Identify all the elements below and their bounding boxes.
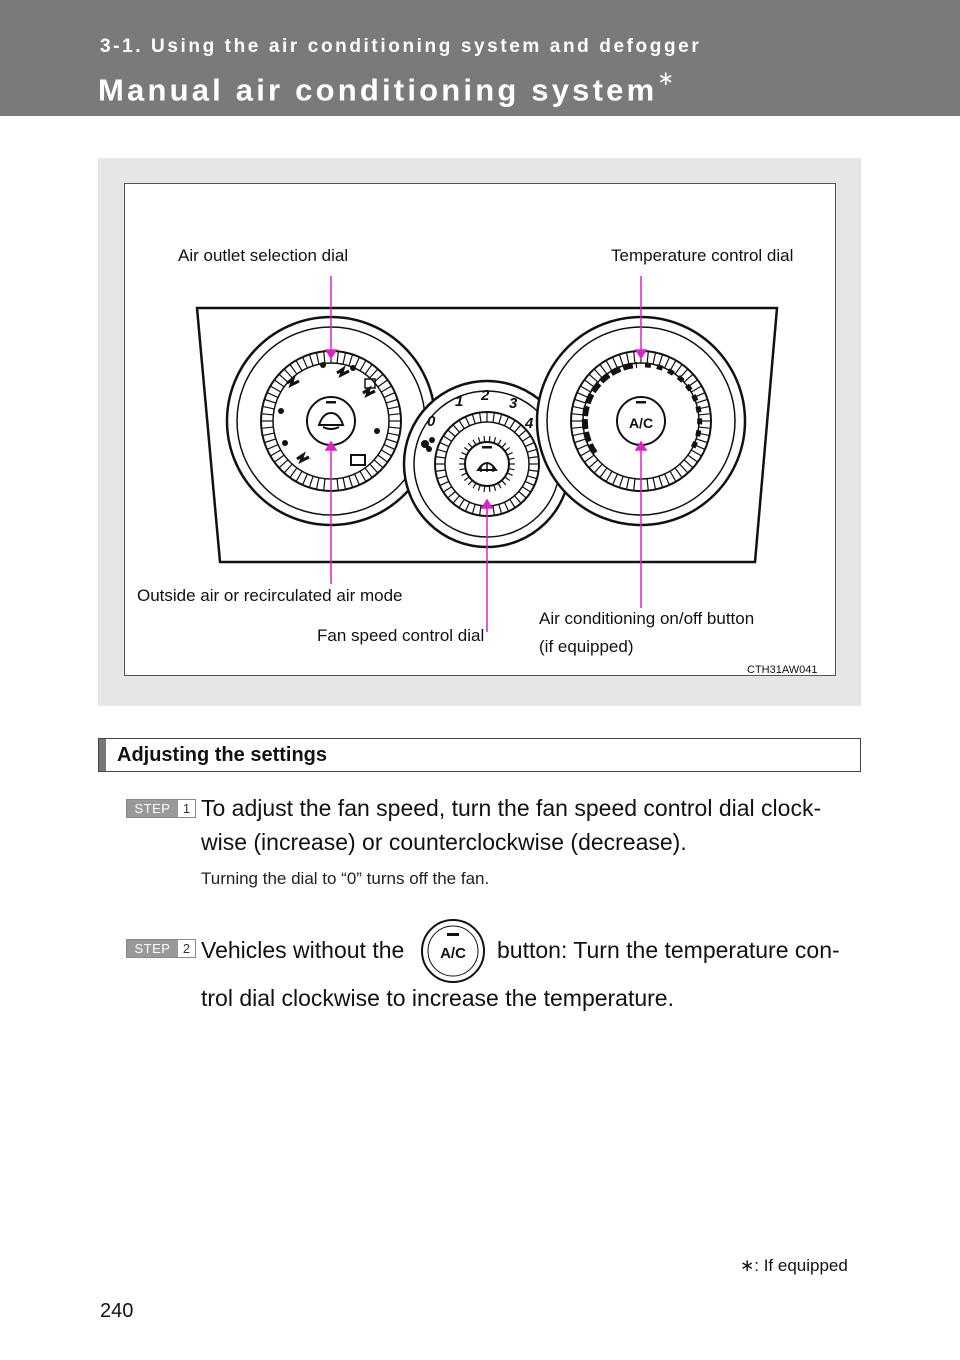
ac-button-icon-text: A/C	[440, 945, 466, 962]
page-header	[0, 0, 960, 116]
fan-number-2: 2	[481, 387, 490, 404]
step-1-line-2: wise (increase) or counterclockwise (decrease).	[201, 829, 687, 855]
label-ac-button: Air conditioning on/off button	[539, 609, 755, 628]
page-title-text: Manual air conditioning system	[98, 72, 658, 108]
footnote-if-equipped: ∗: If equipped	[740, 1256, 848, 1275]
figure-code: CTH31AW041	[747, 664, 818, 676]
label-air-outlet-dial: Air outlet selection dial	[178, 246, 349, 265]
fan-number-4: 4	[525, 415, 534, 432]
step-1-line-1: To adjust the fan speed, turn the fan speed control dial clock-	[201, 795, 822, 821]
heading-bar	[99, 739, 106, 771]
step-1-number: 1	[178, 800, 195, 817]
fan-number-3: 3	[509, 395, 518, 412]
step-2-word: STEP	[127, 940, 178, 957]
page-number: 240	[100, 1300, 134, 1322]
step-2-line-1b: button: Turn the temperature con-	[497, 937, 840, 963]
label-outside-air-mode: Outside air or recirculated air mode	[137, 586, 403, 605]
section-heading-adjusting	[98, 738, 861, 772]
if-equipped-mark: ∗	[657, 68, 675, 90]
ac-label: A/C	[628, 415, 654, 431]
label-temperature-dial: Temperature control dial	[611, 246, 794, 265]
step-2-line-1a: Vehicles without the	[201, 937, 405, 963]
ac-button-icon	[420, 918, 486, 984]
control-panel-figure	[124, 183, 836, 676]
step-1-badge	[126, 799, 196, 818]
section-heading: 3-1. Using the air conditioning system and defogger	[100, 36, 702, 57]
fan-number-1: 1	[455, 393, 464, 410]
step-2-badge	[126, 939, 196, 958]
fan-number-0: 0	[427, 413, 436, 430]
step-2-line-2: trol dial clockwise to increase the temperature.	[201, 985, 674, 1011]
step-1-note: Turning the dial to “0” turns off the fan.	[201, 869, 490, 888]
label-ac-button-note: (if equipped)	[539, 637, 634, 656]
label-fan-speed-dial: Fan speed control dial	[317, 626, 485, 645]
step-1-word: STEP	[127, 800, 178, 817]
page-title	[98, 70, 674, 108]
section-title: Adjusting the settings	[117, 744, 327, 766]
step-2-number: 2	[178, 940, 195, 957]
